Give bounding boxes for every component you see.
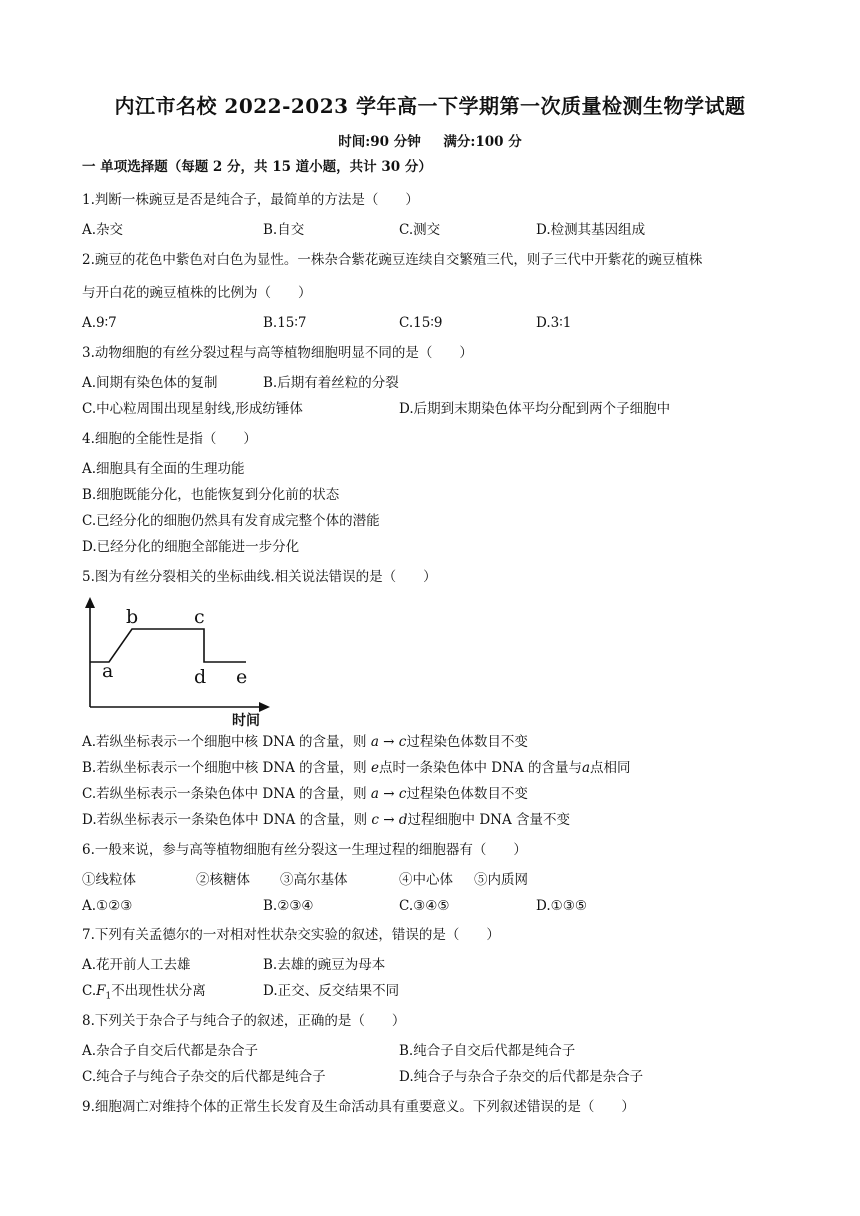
- q5-stem: 5.图为有丝分裂相关的坐标曲线.相关说法错误的是（ ）: [82, 569, 437, 585]
- q5-a-text2: 过程染色体数目不变: [406, 734, 528, 750]
- q6-option-c: C.③④⑤: [399, 898, 450, 914]
- q5-c-text1: C.若纵坐标表示一条染色体中 DNA 的含量，则: [82, 786, 371, 802]
- x-axis-label: 时间: [232, 713, 260, 729]
- q6-option-a: A.①②③: [82, 898, 133, 914]
- q9-stem: 9.细胞凋亡对维持个体的正常生长发育及生命活动具有重要意义。下列叙述错误的是（ ）: [82, 1099, 635, 1115]
- q3-option-c: C.中心粒周围出现星射线,形成纺锤体: [82, 401, 303, 417]
- q7-c-text: 不出现性状分离: [111, 983, 206, 999]
- q8-option-b: B.纯合子自交后代都是纯合子: [399, 1043, 576, 1059]
- q1-option-b: B.自交: [263, 222, 305, 238]
- q7-c-prefix: C.: [82, 983, 97, 999]
- q5-b-text1: B.若纵坐标表示一个细胞中核 DNA 的含量，则: [82, 760, 371, 776]
- q8-option-c: C.纯合子与纯合子杂交的后代都是纯合子: [82, 1069, 326, 1085]
- point-c-label: c: [194, 606, 205, 628]
- q5-d-math2: d: [398, 812, 408, 828]
- q5-d-math1: c: [371, 812, 379, 828]
- exam-info: [0, 130, 860, 150]
- q7-option-b: B.去雄的豌豆为母本: [263, 957, 386, 973]
- point-d-label: d: [194, 666, 207, 688]
- q4-option-a: A.细胞具有全面的生理功能: [82, 461, 245, 477]
- point-e-label: e: [236, 666, 248, 688]
- q6-item-2: ②核糖体: [196, 872, 250, 888]
- q6-item-1: ①线粒体: [82, 872, 136, 888]
- q5-d-text2: 过程细胞中 DNA 含量不变: [407, 812, 570, 828]
- q8-stem: 8.下列关于杂合子与纯合子的叙述，正确的是（ ）: [82, 1013, 406, 1029]
- q5-a-text1: A.若纵坐标表示一个细胞中核 DNA 的含量，则: [82, 734, 371, 750]
- q5-a-math2: c: [398, 734, 407, 750]
- q6-item-4: ④中心体: [399, 872, 453, 888]
- arrow-icon: →: [378, 812, 399, 828]
- section-heading: 一 单项选择题（每题 2 分，共 15 道小题，共计 30 分）: [82, 159, 432, 175]
- point-a-label: a: [102, 660, 114, 682]
- q2-option-a: A.9∶7: [82, 315, 117, 331]
- q8-option-d: D.纯合子与杂合子杂交的后代都是杂合子: [399, 1069, 644, 1085]
- y-axis-arrow-icon: [85, 597, 95, 608]
- q5-graph: [78, 595, 278, 730]
- q5-option-d: [82, 811, 570, 829]
- q3-option-b: B.后期有着丝粒的分裂: [263, 375, 399, 391]
- q5-c-math2: c: [398, 786, 407, 802]
- q2-stem-line1: 2.豌豆的花色中紫色对白色为显性。一株杂合紫花豌豆连续自交繁殖三代，则子三代中开紫花的豌豆植株: [82, 252, 703, 268]
- q7-option-a: A.花开前人工去雄: [82, 957, 191, 973]
- q1-stem: 1.判断一株豌豆是否是纯合子，最简单的方法是（ ）: [82, 192, 419, 208]
- x-axis-arrow-icon: [259, 702, 270, 712]
- curve-line: [90, 629, 246, 662]
- q4-option-b: B.细胞既能分化，也能恢复到分化前的状态: [82, 487, 340, 503]
- q2-option-d: D.3∶1: [536, 315, 572, 331]
- q3-option-d: D.后期到末期染色体平均分配到两个子细胞中: [399, 401, 671, 417]
- q6-stem: 6.一般来说，参与高等植物细胞有丝分裂这一生理过程的细胞器有（ ）: [82, 842, 527, 858]
- page-title: 内江市名校 2022-2023 学年高一下学期第一次质量检测生物学试题: [114, 94, 746, 118]
- q5-c-text2: 过程染色体数目不变: [406, 786, 528, 802]
- q5-b-text3: 点相同: [590, 760, 631, 776]
- q8-option-a: A.杂合子自交后代都是杂合子: [82, 1043, 259, 1059]
- q2-option-b: B.15∶7: [263, 315, 307, 331]
- q4-option-d: D.已经分化的细胞全部能进一步分化: [82, 539, 300, 555]
- q7-c-math-f: F: [96, 983, 106, 999]
- q2-stem-line2: 与开白花的豌豆植株的比例为（ ）: [82, 285, 312, 301]
- q6-option-b: B.②③④: [263, 898, 314, 914]
- q5-a-math1: a: [370, 734, 379, 750]
- q7-option-c: [82, 982, 206, 1006]
- arrow-icon: →: [378, 734, 399, 750]
- q4-stem: 4.细胞的全能性是指（ ）: [82, 431, 257, 447]
- arrow-icon: →: [378, 786, 399, 802]
- q5-b-math1: e: [370, 760, 379, 776]
- q1-option-d: D.检测其基因组成: [536, 222, 646, 238]
- q6-option-d: D.①③⑤: [536, 898, 587, 914]
- q6-item-3: ③高尔基体: [280, 872, 348, 888]
- q2-option-c: C.15∶9: [399, 315, 443, 331]
- q3-stem: 3.动物细胞的有丝分裂过程与高等植物细胞明显不同的是（ ）: [82, 345, 473, 361]
- q5-b-text2: 点时一条染色体中 DNA 的含量与: [378, 760, 582, 776]
- q5-option-a: [82, 733, 528, 751]
- q3-option-a: A.间期有染色体的复制: [82, 375, 218, 391]
- q5-c-math1: a: [370, 786, 379, 802]
- q5-d-text1: D.若纵坐标表示一条染色体中 DNA 的含量，则: [82, 812, 372, 828]
- q7-option-d: D.正交、反交结果不同: [263, 983, 400, 999]
- time-label: 时间:90 分钟: [338, 134, 421, 150]
- q1-option-c: C.测交: [399, 222, 441, 238]
- q5-option-b: [82, 759, 631, 777]
- score-label: 满分:100 分: [443, 134, 522, 150]
- q5-option-c: [82, 785, 528, 803]
- q5-b-math2: a: [581, 760, 591, 776]
- point-b-label: b: [126, 606, 139, 628]
- q7-c-math-sub: 1: [105, 991, 112, 1002]
- q6-item-5: ⑤内质网: [474, 872, 528, 888]
- q1-option-a: A.杂交: [82, 222, 124, 238]
- q7-stem: 7.下列有关孟德尔的一对相对性状杂交实验的叙述，错误的是（ ）: [82, 927, 500, 943]
- q4-option-c: C.已经分化的细胞仍然具有发育成完整个体的潜能: [82, 513, 380, 529]
